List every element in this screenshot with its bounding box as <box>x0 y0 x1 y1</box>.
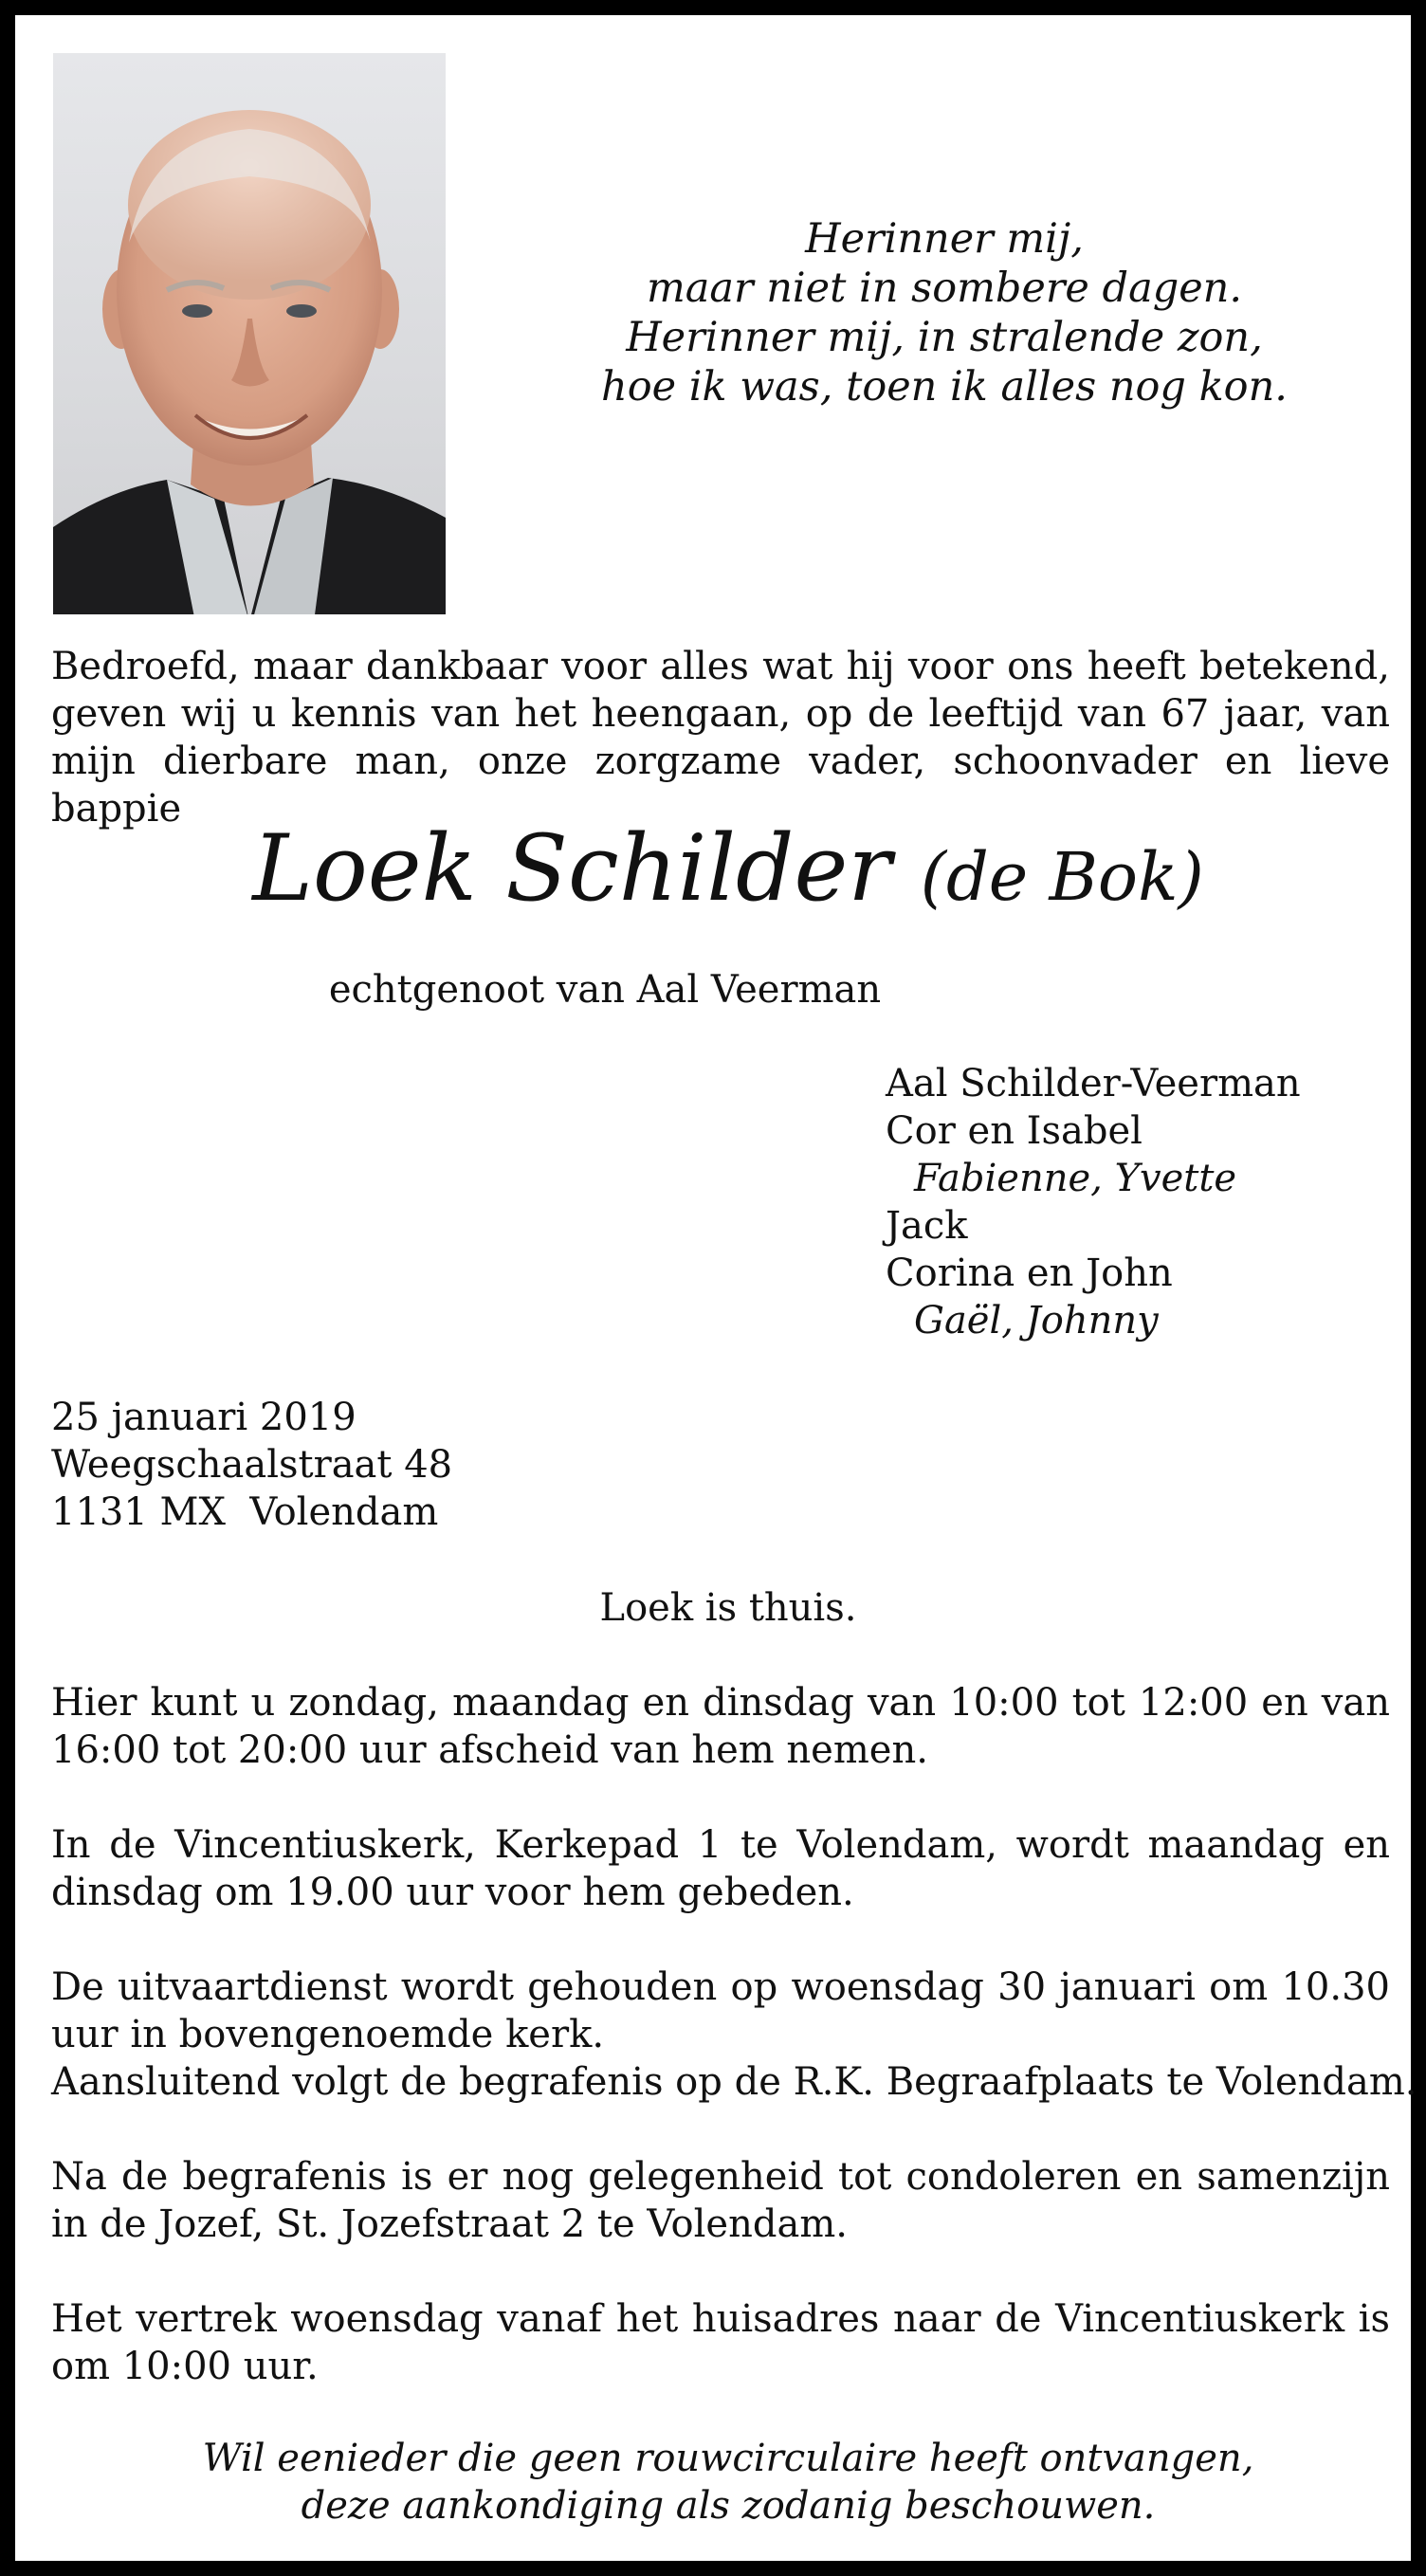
family-member: Aal Schilder-Veerman <box>886 1062 1301 1105</box>
service-text: De uitvaartdienst wordt gehouden op woensdag 30 januari om 10.30 uur in bovengenoemde kerk. <box>51 1965 1390 2056</box>
home-note: Loek is thuis. <box>599 1586 857 1630</box>
deceased-name-heading <box>15 802 1426 943</box>
portrait-photo <box>53 53 446 614</box>
poem-line: Herinner mij, in stralende zon, <box>626 314 1263 361</box>
spouse-line: echtgenoot van Aal Veerman <box>328 968 882 1012</box>
prayer-paragraph: In de Vincentiuskerk, Kerkepad 1 te Volendam, wordt maandag en dinsdag om 19.00 uur voor hem gebeden. <box>51 1823 1390 1914</box>
family-member: Cor en Isabel <box>886 1109 1143 1153</box>
family-grandchildren: Fabienne, Yvette <box>914 1157 1237 1200</box>
closing-line: Wil eenieder die geen rouwcirculaire heeft ontvangen, <box>202 2437 1254 2480</box>
poem <box>565 214 1324 411</box>
condolence-paragraph: Na de begrafenis is er nog gelegenheid tot condoleren en samenzijn in de Jozef, St. Jozefstraat 2 te Volendam. <box>51 2155 1390 2246</box>
poem-line: hoe ik was, toen ik alles nog kon. <box>601 363 1288 411</box>
visiting-paragraph: Hier kunt u zondag, maandag en dinsdag van 10:00 tot 12:00 en van 16:00 tot 20:00 uur afscheid van hem nemen. <box>51 1681 1390 1772</box>
address-street: Weegschaalstraat 48 <box>51 1443 453 1487</box>
address-city: 1131 MX Volendam <box>51 1490 439 1534</box>
deceased-nickname: (de Bok) <box>920 838 1204 916</box>
address-block <box>51 1394 452 1536</box>
family-member: Jack <box>886 1204 968 1248</box>
poem-line: Herinner mij, <box>805 215 1084 263</box>
poem-line: maar niet in sombere dagen. <box>646 265 1243 312</box>
departure-paragraph: Het vertrek woensdag vanaf het huisadres naar de Vincentiuskerk is om 10:00 uur. <box>51 2297 1390 2388</box>
date-of-death: 25 januari 2019 <box>51 1396 356 1439</box>
closing-note <box>15 2435 1426 2530</box>
family-member: Corina en John <box>886 1251 1173 1295</box>
intro-paragraph: Bedroefd, maar dankbaar voor alles wat hij voor ons heeft betekend, geven wij u kennis van het heengaan, op de leeftijd van 67 jaar, van mijn dierbare man, onze zorgzame vader, schoonvader en lieve bappie <box>51 645 1390 831</box>
burial-text: Aansluitend volgt de begrafenis op de R.K. Begraafplaats te Volendam. <box>51 2060 1417 2104</box>
service-paragraph <box>51 1964 1417 2106</box>
family-list <box>886 1060 1301 1344</box>
deceased-name: Loek Schilder <box>252 815 892 922</box>
family-grandchildren: Gaël, Johnny <box>914 1299 1159 1343</box>
portrait-photo-icon <box>53 53 446 614</box>
closing-line: deze aankondiging als zodanig beschouwen. <box>301 2484 1156 2528</box>
